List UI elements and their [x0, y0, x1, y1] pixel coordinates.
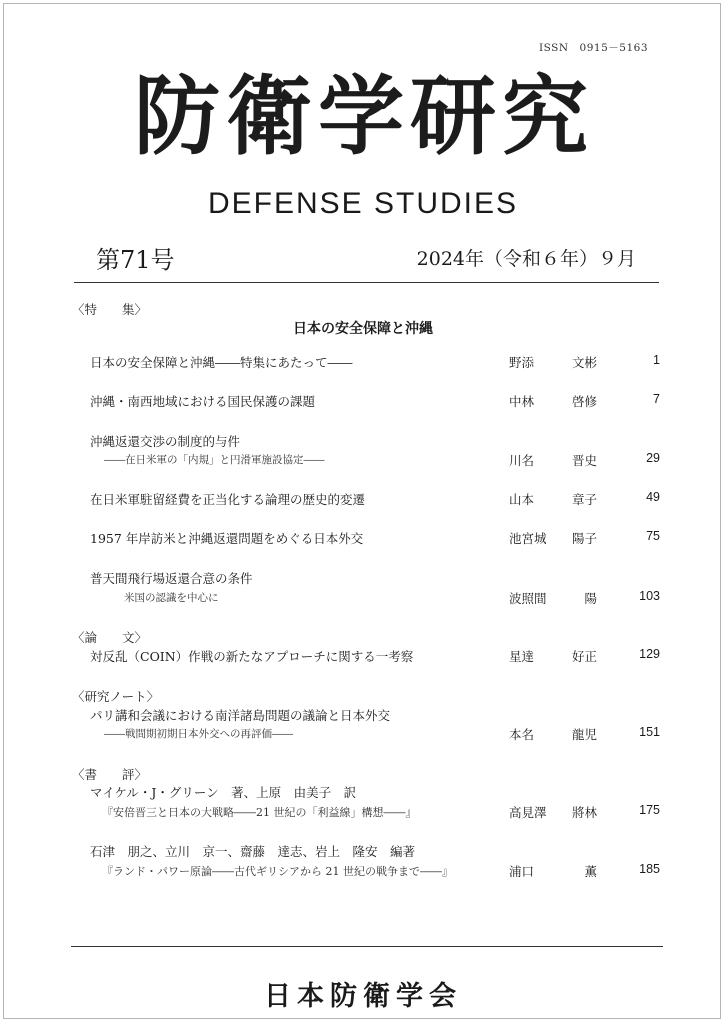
- toc-entry-author: [509, 451, 597, 469]
- toc-entry-subtitle: 『安倍晋三と日本の大戦略――21 世紀の「利益線」構想――』: [102, 806, 417, 819]
- author-family-name: 川名: [509, 453, 535, 468]
- toc-entry-author: [509, 392, 597, 410]
- author-family-name: 野添: [509, 355, 535, 370]
- toc-entry-title: 石津 朋之、立川 京一、齋藤 達志、岩上 隆安 編著: [90, 844, 416, 859]
- journal-title-japanese: 防衛学研究: [134, 66, 594, 167]
- toc-entry-subtitle: ――在日米軍の「内規」と円滑軍施設協定――: [104, 454, 325, 466]
- toc-entry-author: [509, 647, 597, 665]
- toc-entry-subtitle: 米国の認識を中心に: [124, 592, 219, 604]
- toc-entry-title: 日本の安全保障と沖縄――特集にあたって――: [90, 355, 353, 370]
- author-given-name: 龍児: [571, 727, 597, 742]
- toc-entry-page: 29: [646, 451, 660, 465]
- toc-entry-page: 175: [639, 803, 660, 817]
- author-given-name: 啓修: [571, 394, 597, 409]
- toc-entry-title: 1957 年岸訪米と沖縄返還問題をめぐる日本外交: [90, 531, 364, 546]
- author-family-name: 中林: [509, 394, 535, 409]
- author-family-name: 浦口: [509, 864, 535, 879]
- journal-title-english: DEFENSE STUDIES: [207, 187, 519, 220]
- toc-entry-page: 185: [639, 862, 660, 876]
- toc-entry-title: 普天間飛行場返還合意の条件: [90, 571, 253, 586]
- toc-entry-author: [509, 862, 597, 880]
- section-label-special: 〈特 集〉: [72, 302, 148, 317]
- bottom-divider: [71, 946, 663, 947]
- author-given-name: 陽: [584, 591, 597, 606]
- author-given-name: 章子: [571, 492, 597, 507]
- publisher-name: 日本防衛学会: [264, 981, 462, 1012]
- author-family-name: 池宮城: [509, 531, 547, 546]
- author-family-name: 高見澤: [509, 805, 547, 820]
- toc-entry-title: 沖縄・南西地域における国民保護の課題: [90, 394, 316, 409]
- issue-number: 第71号: [96, 246, 175, 274]
- toc-entry-author: [509, 589, 597, 607]
- issn: ISSN 0915－5163: [539, 42, 648, 54]
- author-given-name: 陽子: [571, 531, 597, 546]
- section-label-notes: 〈研究ノート〉: [72, 689, 160, 704]
- toc-entry-page: 49: [646, 490, 660, 504]
- toc-entry-subtitle: 『ランド・パワー原論――古代ギリシアから 21 世紀の戦争まで――』: [102, 865, 453, 878]
- toc-entry-page: 103: [639, 589, 660, 603]
- toc-entry-page: 75: [646, 529, 660, 543]
- toc-entry-author: [509, 353, 597, 371]
- section-label-papers: 〈論 文〉: [72, 630, 148, 645]
- toc-entry-title: 沖縄返還交渉の制度的与件: [90, 434, 241, 449]
- section-label-reviews: 〈書 評〉: [72, 767, 148, 782]
- toc-entry-page: 7: [653, 392, 660, 406]
- toc-entry-title: パリ講和会議における南洋諸島問題の議論と日本外交: [90, 708, 391, 723]
- toc-entry-author: [509, 725, 597, 743]
- toc-entry-title: 在日米軍駐留経費を正当化する論理の歴史的変遷: [90, 492, 366, 507]
- toc-entry-author: [509, 803, 597, 821]
- toc-entry-subtitle: ――戦間期初期日本外交への再評価――: [104, 728, 293, 740]
- author-given-name: 薫: [584, 864, 597, 879]
- special-feature-title: 日本の安全保障と沖縄: [293, 321, 433, 337]
- toc-entry-title: マイケル・J・グリーン 著、上原 由美子 訳: [90, 785, 357, 800]
- toc-entry-page: 1: [653, 353, 660, 367]
- author-given-name: 好正: [571, 649, 597, 664]
- toc-entry-author: [509, 490, 597, 508]
- toc-entry-title: 対反乱（COIN）作戦の新たなアプローチに関する一考察: [90, 649, 414, 664]
- author-family-name: 山本: [509, 492, 535, 507]
- author-family-name: 星達: [509, 649, 535, 664]
- toc-entry-page: 129: [639, 647, 660, 661]
- author-given-name: 將林: [571, 805, 597, 820]
- top-divider: [74, 282, 659, 283]
- author-family-name: 波照間: [509, 591, 547, 606]
- toc-entry-page: 151: [639, 725, 660, 739]
- author-family-name: 本名: [509, 727, 535, 742]
- toc-entry-author: [509, 529, 597, 547]
- journal-cover: [3, 3, 721, 1019]
- issue-date: 2024年（令和６年）９月: [416, 248, 636, 270]
- author-given-name: 文彬: [571, 355, 597, 370]
- author-given-name: 晋史: [571, 453, 597, 468]
